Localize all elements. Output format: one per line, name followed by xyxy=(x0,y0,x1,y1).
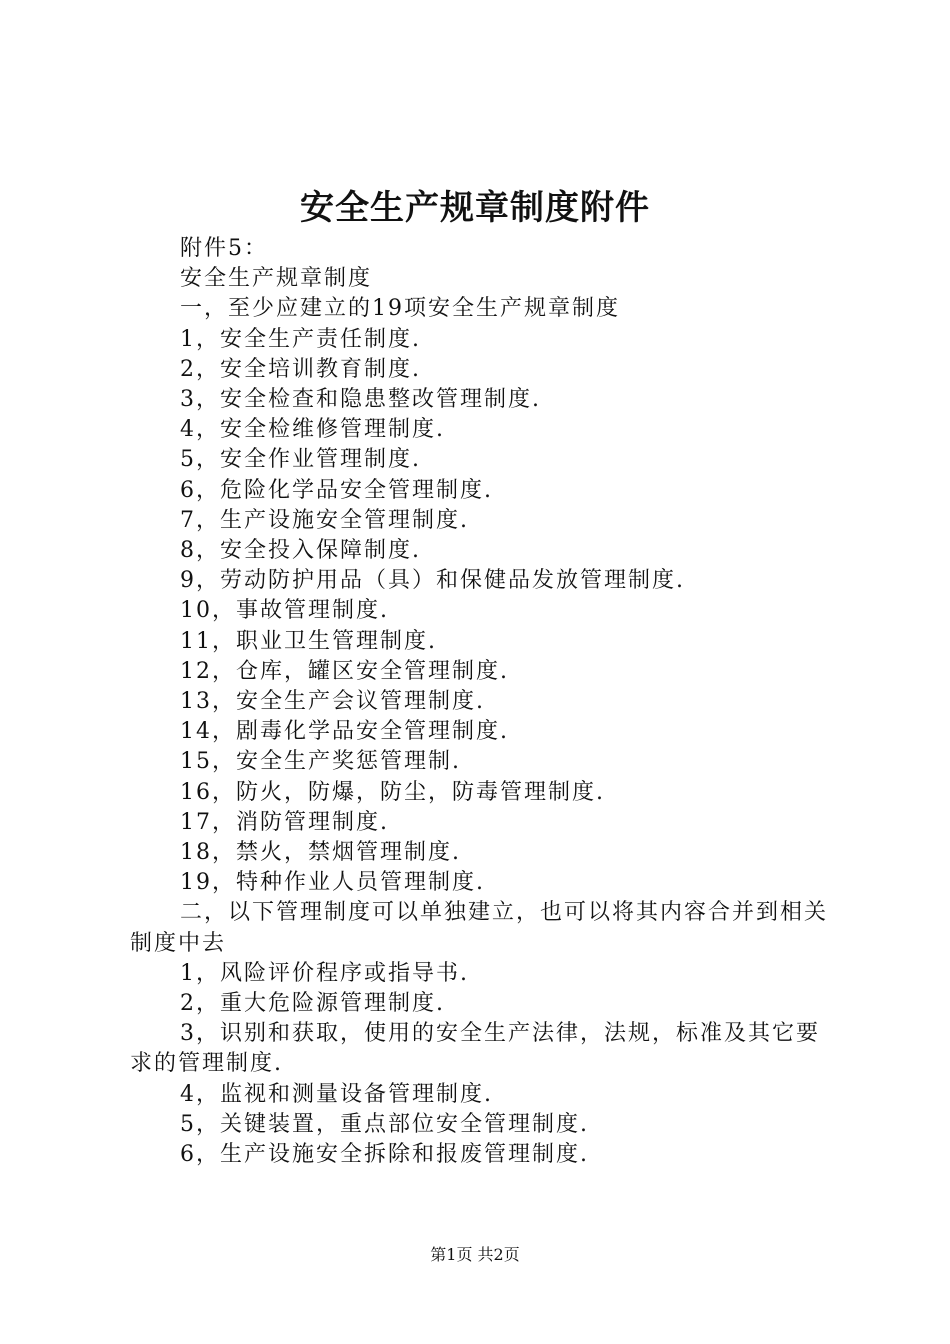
list-item: 11，职业卫生管理制度. xyxy=(180,628,437,654)
list-item: 10，事故管理制度. xyxy=(180,598,389,624)
list-item: 2，重大危险源管理制度. xyxy=(180,991,445,1017)
list-item: 9，劳动防护用品（具）和保健品发放管理制度. xyxy=(180,568,685,594)
list-item: 16，防火，防爆，防尘，防毒管理制度. xyxy=(180,779,605,805)
paragraph: 安全生产规章制度 xyxy=(180,266,373,292)
page-footer: 第1页 共2页 xyxy=(430,1245,520,1264)
list-item: 12，仓库，罐区安全管理制度. xyxy=(180,658,509,684)
list-item: 6，危险化学品安全管理制度. xyxy=(180,477,493,503)
list-item: 14，剧毒化学品安全管理制度. xyxy=(180,719,509,745)
list-item: 4，安全检维修管理制度. xyxy=(180,417,445,443)
list-item: 4，监视和测量设备管理制度. xyxy=(180,1081,493,1107)
list-item: 5，安全作业管理制度. xyxy=(180,447,421,473)
section-heading: 二，以下管理制度可以单独建立，也可以将其内容合并到相关制度中去 xyxy=(130,900,829,956)
list-item: 15，安全生产奖惩管理制. xyxy=(180,749,461,775)
list-item: 1，风险评价程序或指导书. xyxy=(180,960,469,986)
list-item: 3，安全检查和隐患整改管理制度. xyxy=(180,387,541,413)
list-item: 18，禁火，禁烟管理制度. xyxy=(180,840,461,866)
list-item: 2，安全培训教育制度. xyxy=(180,356,421,382)
section-heading: 一，至少应建立的19项安全生产规章制度 xyxy=(180,296,620,322)
list-item: 13，安全生产会议管理制度. xyxy=(180,689,485,715)
list-item: 6，生产设施安全拆除和报废管理制度. xyxy=(180,1142,589,1168)
list-item: 3，识别和获取，使用的安全生产法律，法规，标准及其它要求的管理制度. xyxy=(130,1021,820,1077)
document-body xyxy=(130,234,830,1170)
document-title: 安全生产规章制度附件 xyxy=(300,188,650,228)
paragraph: 附件5： xyxy=(180,236,268,261)
list-item: 5，关键装置，重点部位安全管理制度. xyxy=(180,1111,589,1137)
list-item: 19，特种作业人员管理制度. xyxy=(180,870,485,896)
list-item: 8，安全投入保障制度. xyxy=(180,538,421,564)
list-item: 1，安全生产责任制度. xyxy=(180,326,421,352)
list-item: 7，生产设施安全管理制度. xyxy=(180,507,469,533)
list-item: 17，消防管理制度. xyxy=(180,809,389,835)
